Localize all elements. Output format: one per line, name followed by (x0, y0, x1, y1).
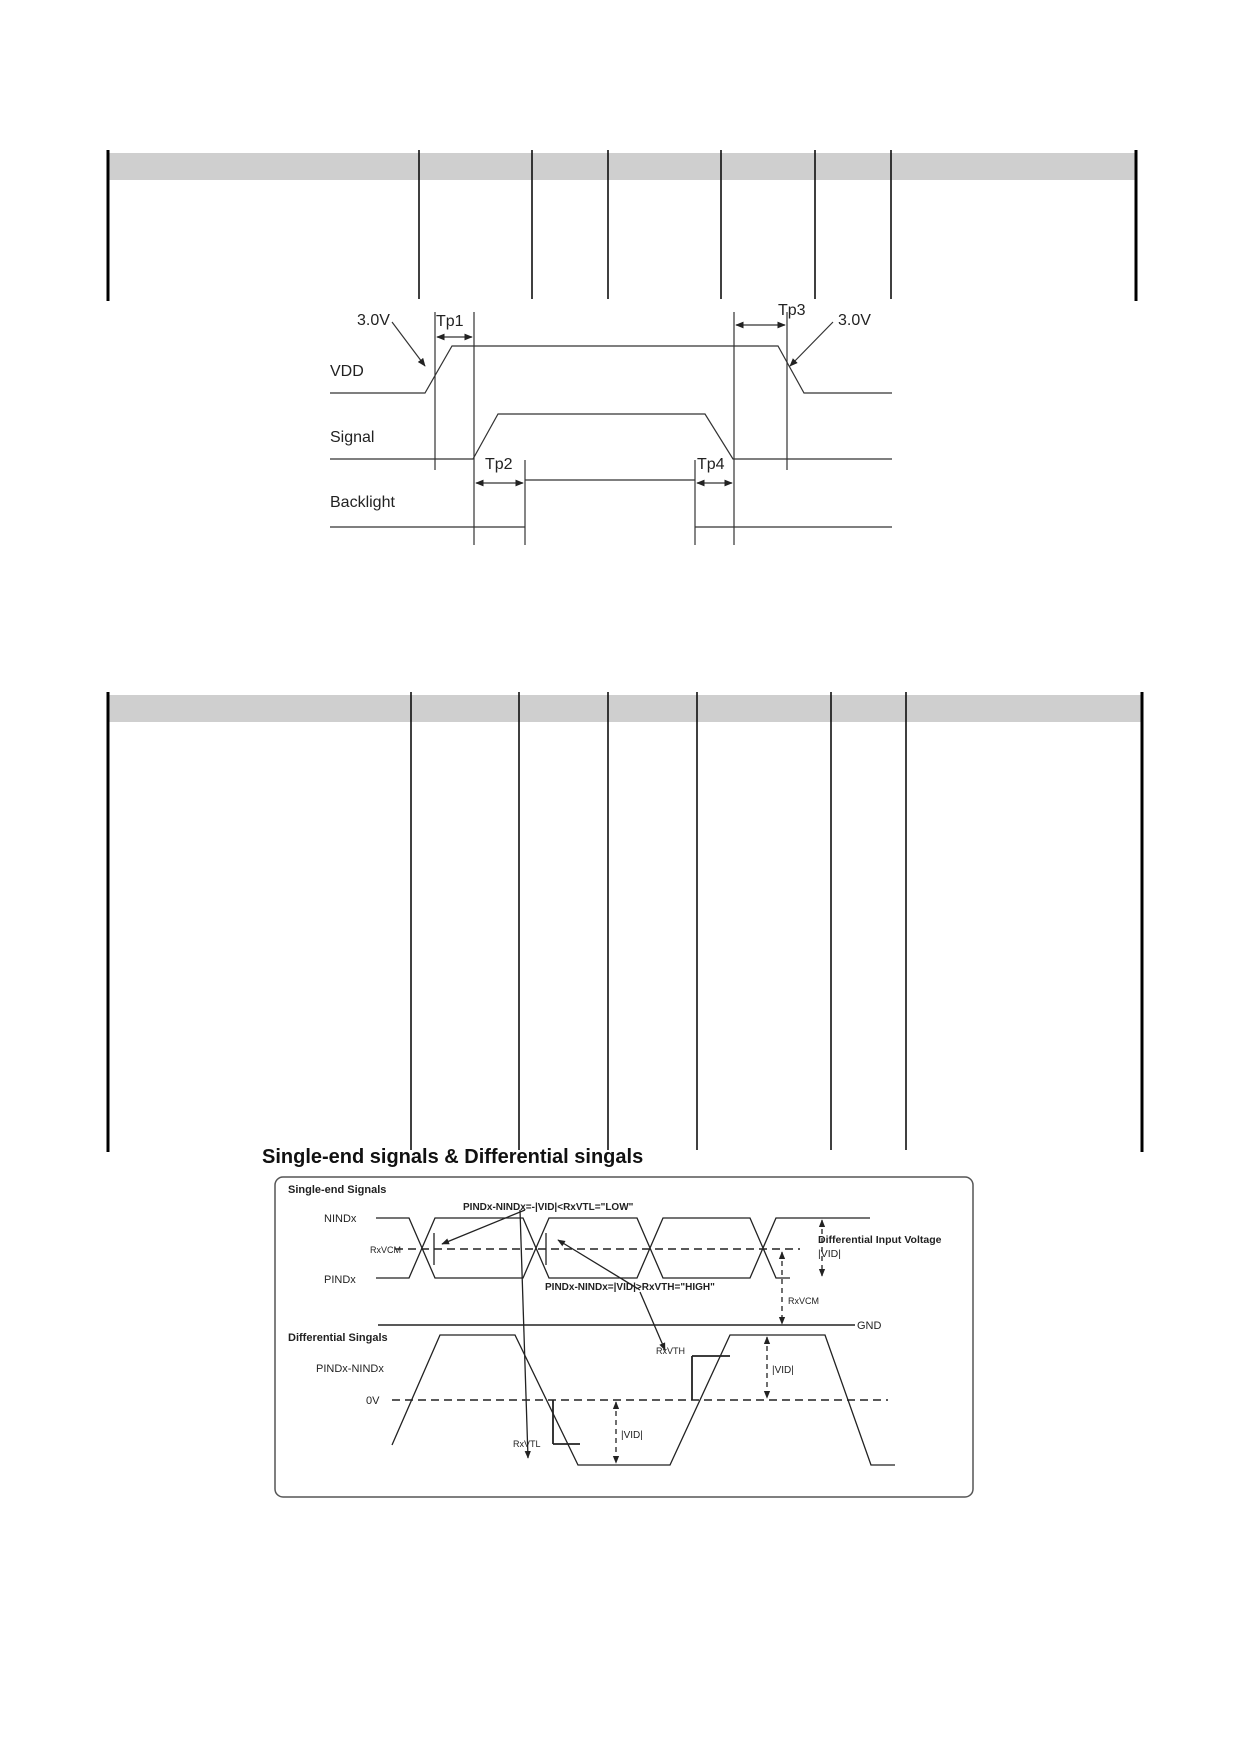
v-left-label: 3.0V (357, 312, 390, 329)
nindx-label: NINDx (324, 1213, 357, 1225)
single-end-lower-waveform (376, 1218, 790, 1278)
tp3-label: Tp3 (778, 302, 806, 319)
diff-input-voltage-label: Differential Input Voltage (818, 1234, 942, 1246)
pindx-label: PINDx (324, 1274, 356, 1286)
rxvcm-right-label: RxVCM (788, 1296, 819, 1306)
tp1-label: Tp1 (436, 313, 464, 330)
low-note-pointer (520, 1210, 528, 1458)
single-end-heading: Single-end Signals (288, 1184, 387, 1196)
rxvtl-label: RxVTL (513, 1439, 541, 1449)
single-end-upper-waveform (376, 1218, 870, 1278)
signal-label: Signal (330, 429, 375, 446)
vid-lower-label: |VID| (621, 1430, 643, 1441)
high-note: PINDx-NINDx=|VID|>RxVTH="HIGH" (545, 1282, 715, 1293)
low-note: PINDx-NINDx=-|VID|<RxVTL="LOW" (463, 1202, 634, 1213)
vid-upper-label: |VID| (772, 1365, 794, 1376)
v-right-label: 3.0V (838, 312, 871, 329)
differential-heading: Differential Singals (288, 1332, 388, 1344)
vdd-label: VDD (330, 363, 364, 380)
zero-v-label: 0V (366, 1395, 380, 1407)
backlight-label: Backlight (330, 494, 395, 511)
pindx-nindx-label: PINDx-NINDx (316, 1363, 384, 1375)
tp2-label: Tp2 (485, 456, 513, 473)
tp4-label: Tp4 (697, 456, 725, 473)
signal-diagram-title: Single-end signals & Differential singals (262, 1146, 644, 1168)
diff-input-voltage-vid: |VID| (818, 1248, 841, 1260)
low-note-pointer (442, 1210, 525, 1244)
rxvcm-left-label: RxVCM (370, 1245, 401, 1255)
gnd-label: GND (857, 1320, 882, 1332)
rxvth-label: RxVTH (656, 1346, 685, 1356)
high-note-pointer (640, 1292, 665, 1350)
